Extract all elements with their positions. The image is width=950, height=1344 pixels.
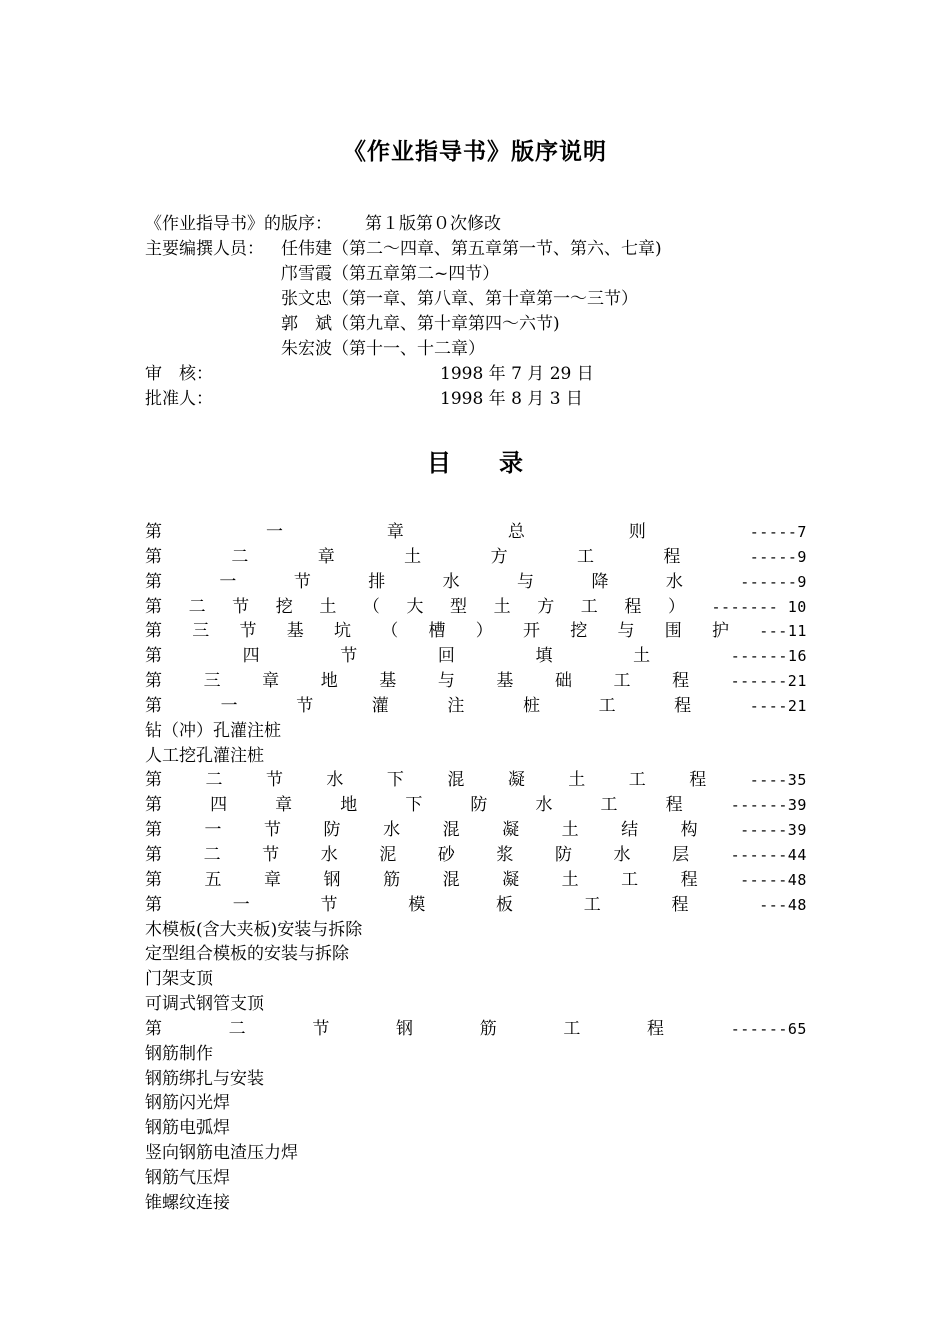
toc-heading	[0, 443, 950, 478]
toc-entry-char: 工	[583, 894, 601, 915]
toc-entry-char: 第	[145, 795, 162, 816]
toc-entry-char: 工	[600, 795, 618, 816]
toc-entry-char: 水	[535, 795, 553, 816]
toc-entry	[145, 768, 807, 793]
toc-entry-char: （	[362, 596, 380, 617]
toc-page-number: ----21	[749, 696, 807, 715]
toc-page-number: ------16	[730, 647, 807, 666]
toc-entry	[145, 868, 807, 893]
version-label: 《作业指导书》的版序：	[145, 214, 332, 234]
toc-entry-char: 三	[203, 671, 221, 692]
toc-entry-char: 构	[680, 820, 698, 841]
toc-entry-char: 板	[496, 894, 513, 915]
toc-entry-char: 五	[204, 869, 222, 890]
toc-subentry: 门架支顶	[145, 969, 213, 990]
toc-subentry: 钢筋制作	[145, 1043, 213, 1064]
toc-entry-char: 节	[264, 820, 282, 841]
toc-entry-char: 节	[232, 596, 250, 617]
toc-entry-char: 二	[228, 1018, 246, 1039]
toc-subentry: 钢筋电弧焊	[145, 1118, 230, 1139]
toc-entry-char: 二	[203, 844, 221, 865]
toc-entry-char: 章	[317, 546, 335, 567]
toc-entry-char: 础	[554, 671, 572, 692]
toc-entry-char: 章	[264, 869, 282, 890]
toc-entry-char: 基	[286, 621, 304, 642]
editor-row	[145, 287, 825, 312]
toc-entry-char: 护	[712, 621, 729, 642]
editor-row	[145, 337, 825, 362]
toc-entry-char: 节	[262, 844, 280, 865]
toc-entry-char: 第	[145, 844, 162, 865]
toc-entry	[145, 893, 807, 918]
toc-entry-char: 桩	[522, 695, 540, 716]
toc-entry-char: 槽	[428, 621, 446, 642]
toc-entry-char: 四	[242, 646, 260, 667]
toc-subentry: 钻（冲）孔灌注桩	[145, 720, 281, 741]
toc-entry-char: 填	[535, 646, 553, 667]
toc-entry-char: 第	[145, 894, 162, 915]
toc-entry-char: 程	[689, 770, 707, 791]
toc-entry-char: 挖	[275, 596, 293, 617]
toc-entry-char: 章	[262, 671, 280, 692]
toc-entry-char: 工	[628, 770, 646, 791]
toc-entry	[145, 1017, 807, 1042]
toc-page-number: ---11	[759, 622, 807, 641]
toc-entry-char: 钢	[323, 869, 341, 890]
toc-entry-char: 工	[580, 596, 598, 617]
toc-entry-char: 水	[326, 770, 344, 791]
toc-entry-char: 一	[220, 695, 238, 716]
toc-entry	[145, 520, 807, 545]
toc-entry-char: 砂	[437, 844, 455, 865]
toc-entry-char: 土	[568, 770, 586, 791]
toc-entry-char: 一	[232, 894, 250, 915]
toc-entry-char: 水	[613, 844, 631, 865]
toc-entry-char: 结	[621, 820, 639, 841]
toc-entry-char: 型	[450, 596, 468, 617]
toc-entry	[145, 818, 807, 843]
toc-subentry: 定型组合模板的安装与拆除	[145, 944, 349, 965]
toc-entry-char: 混	[442, 869, 460, 890]
toc-entry-char: 二	[188, 596, 206, 617]
toc-entry-char: ）	[475, 621, 493, 642]
toc-entry-char: 挖	[570, 621, 588, 642]
toc-entry-char: 第	[145, 695, 162, 716]
toc-entry	[145, 669, 807, 694]
toc-entry-char: 节	[296, 695, 314, 716]
toc-entry-char: 水	[320, 844, 338, 865]
toc-entry-char: 程	[674, 695, 692, 716]
editor-entry: 郭 斌（第九章、第十章第四～六节)	[281, 314, 560, 334]
editor-row	[145, 237, 825, 262]
toc-entry	[145, 619, 807, 644]
toc-entry-char: 混	[447, 770, 465, 791]
toc-entry-char: 水	[383, 820, 401, 841]
review-label: 审 核：	[145, 364, 213, 384]
toc-entry-char: 程	[647, 1018, 665, 1039]
toc-entry-char: 筋	[383, 869, 401, 890]
toc-subentry: 可调式钢管支顶	[145, 994, 264, 1015]
editor-entry: 朱宏波（第十一、十二章）	[281, 339, 485, 359]
toc-entry-char: 基	[379, 671, 397, 692]
toc-entry-char: 一	[219, 571, 237, 592]
toc-entry-char: 第	[145, 646, 162, 667]
editor-entry: 邝雪霞（第五章第二~四节）	[281, 264, 500, 284]
toc-entry-char: 降	[591, 571, 609, 592]
editor-row	[145, 312, 825, 337]
toc-entry	[145, 793, 807, 818]
toc-entry-char: 三	[192, 621, 210, 642]
toc-entry-char: 方	[490, 546, 508, 567]
toc-entry-char: 则	[628, 522, 646, 542]
toc-entry-char: 第	[145, 1018, 162, 1039]
toc-page-number: ----35	[749, 771, 807, 790]
toc-entry-char: 凝	[502, 820, 520, 841]
toc-entry-char: 下	[405, 795, 423, 816]
toc-page-number: -----48	[740, 870, 807, 889]
approve-date: 1998 年 8 月 3 日	[440, 389, 583, 409]
toc-entry-char: 第	[145, 671, 162, 692]
toc-entry-char: 与	[437, 671, 455, 692]
review-date: 1998 年 7 月 29 日	[440, 364, 594, 384]
toc-entry-char: 基	[496, 671, 514, 692]
toc-entry-char: 章	[386, 522, 404, 542]
toc-entry	[145, 644, 807, 669]
toc-entry-char: 工	[621, 869, 639, 890]
toc-entry-char: 总	[507, 522, 525, 542]
table-of-contents	[145, 520, 807, 1216]
toc-entry-char: 回	[437, 646, 455, 667]
toc-entry-char: 地	[320, 671, 338, 692]
toc-entry	[145, 570, 807, 595]
toc-page-number: ---48	[759, 895, 807, 914]
toc-entry-char: 第	[145, 596, 162, 617]
toc-page-number: -----9	[749, 547, 807, 566]
toc-entry-char: 模	[408, 894, 426, 915]
toc-entry-char: 方	[537, 596, 555, 617]
toc-entry-char: 章	[275, 795, 293, 816]
edition-info	[145, 212, 825, 412]
toc-entry-char: 混	[442, 820, 460, 841]
toc-subentry: 木模板(含大夹板)安装与拆除	[145, 919, 363, 940]
version-row	[145, 212, 825, 237]
toc-entry-char: 筋	[479, 1018, 497, 1039]
toc-subentry: 人工挖孔灌注桩	[145, 745, 264, 766]
approve-row	[145, 387, 825, 412]
toc-entry-char: ）	[667, 596, 685, 617]
toc-entry-char: 第	[145, 522, 162, 542]
toc-subentry: 钢筋绑扎与安装	[145, 1068, 264, 1089]
toc-entry-char: 节	[340, 646, 358, 667]
toc-entry-char: 工	[563, 1018, 581, 1039]
toc-entry-char: 程	[665, 795, 683, 816]
toc-entry	[145, 694, 807, 719]
toc-entry-char: 土	[319, 596, 337, 617]
toc-entry-char: 二	[231, 546, 249, 567]
toc-entry-char: 工	[598, 695, 616, 716]
review-row	[145, 362, 825, 387]
toc-entry-char: 大	[406, 596, 424, 617]
toc-entry-char: 钢	[396, 1018, 414, 1039]
toc-entry-char: 土	[561, 869, 579, 890]
toc-entry-char: 水	[442, 571, 460, 592]
toc-entry-char: 第	[145, 820, 162, 841]
toc-page-number: ------9	[740, 572, 807, 591]
editor-entry: 张文忠（第一章、第八章、第十章第一～三节）	[281, 289, 638, 309]
toc-entry-char: 土	[493, 596, 511, 617]
toc-entry-char: 程	[680, 869, 698, 890]
version-value: 第１版第０次修改	[365, 214, 501, 234]
toc-subentry: 锥螺纹连接	[145, 1192, 230, 1213]
toc-entry-char: 凝	[507, 770, 525, 791]
toc-entry-char: （	[381, 621, 399, 642]
toc-page-number: ------21	[730, 672, 807, 691]
toc-entry-char: 开	[523, 621, 540, 642]
toc-entry-char: 四	[210, 795, 228, 816]
toc-entry-char: 层	[672, 844, 690, 865]
toc-entry	[145, 595, 807, 620]
editors-label: 主要编撰人员：	[145, 239, 264, 259]
toc-page-number: ------- 10	[711, 597, 807, 616]
toc-entry-char: 程	[671, 894, 689, 915]
toc-entry-char: 第	[145, 571, 162, 592]
toc-entry-char: 程	[624, 596, 642, 617]
toc-heading-char: 目	[427, 448, 451, 477]
toc-entry-char: 程	[663, 546, 681, 567]
toc-entry-char: 防	[554, 844, 572, 865]
toc-entry-char: 土	[561, 820, 579, 841]
toc-entry-char: 注	[447, 695, 465, 716]
toc-heading-char: 录	[499, 448, 523, 477]
approve-label: 批准人：	[145, 389, 213, 409]
toc-entry-char: 一	[204, 820, 222, 841]
toc-entry-char: 防	[470, 795, 488, 816]
toc-entry-char: 灌	[371, 695, 389, 716]
toc-entry-char: 二	[205, 770, 223, 791]
toc-entry-char: 水	[665, 571, 683, 592]
toc-entry-char: 第	[145, 869, 162, 890]
toc-entry-char: 与	[617, 621, 635, 642]
toc-entry-char: 与	[517, 571, 535, 592]
toc-subentry: 钢筋气压焊	[145, 1167, 230, 1188]
toc-entry-char: 节	[320, 894, 338, 915]
toc-entry-char: 泥	[379, 844, 397, 865]
toc-entry-char: 节	[312, 1018, 330, 1039]
toc-entry-char: 防	[323, 820, 341, 841]
toc-page-number: ------65	[730, 1019, 807, 1038]
toc-entry-char: 一	[265, 522, 283, 542]
toc-entry-char: 下	[386, 770, 404, 791]
toc-entry-char: 工	[613, 671, 631, 692]
toc-entry-char: 土	[633, 646, 651, 667]
toc-entry	[145, 545, 807, 570]
toc-entry-char: 工	[576, 546, 594, 567]
toc-page-number: ------39	[730, 796, 807, 815]
toc-page-number: -----39	[740, 821, 807, 840]
editor-row	[145, 262, 825, 287]
toc-entry-char: 第	[145, 770, 162, 791]
toc-page-number: ------44	[730, 845, 807, 864]
document-title: 《作业指导书》版序说明	[343, 138, 607, 165]
toc-subentry: 钢筋闪光焊	[145, 1093, 230, 1114]
toc-entry-char: 地	[340, 795, 358, 816]
toc-page-number: -----7	[749, 523, 807, 541]
toc-entry-char: 节	[265, 770, 283, 791]
toc-entry-char: 排	[368, 571, 386, 592]
editor-entry: 任伟建（第二～四章、第五章第一节、第六、七章)	[281, 239, 662, 259]
toc-entry-char: 浆	[496, 844, 514, 865]
toc-entry-char: 凝	[502, 869, 520, 890]
toc-entry-char: 第	[145, 546, 162, 567]
toc-subentry: 竖向钢筋电渣压力焊	[145, 1143, 298, 1164]
toc-entry-char: 第	[145, 621, 162, 642]
toc-entry-char: 程	[672, 671, 690, 692]
toc-entry-char: 节	[239, 621, 257, 642]
toc-entry	[145, 843, 807, 868]
toc-entry-char: 土	[404, 546, 422, 567]
toc-entry-char: 坑	[334, 621, 351, 642]
toc-entry-char: 节	[293, 571, 311, 592]
toc-entry-char: 围	[664, 621, 682, 642]
